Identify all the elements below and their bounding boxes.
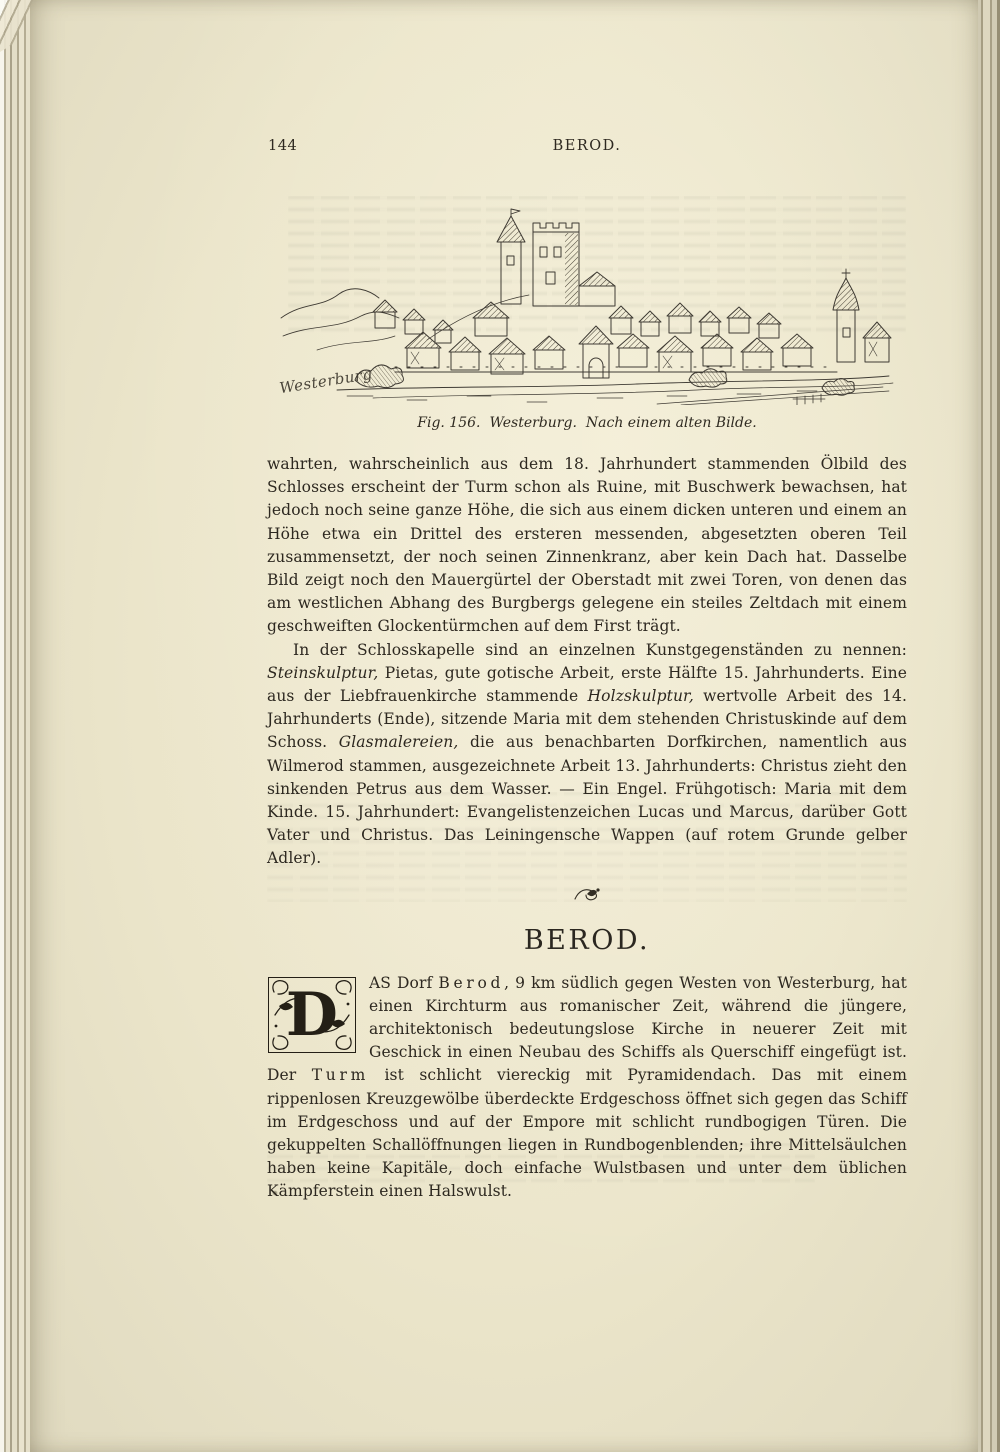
figure-caption-title: Westerburg. [489,415,577,431]
book-page [30,0,978,1452]
fleuron-icon [572,885,602,905]
drop-cap-initial [267,976,357,1054]
text-run: Pietas, gute gotische Arbeit, erste Hälfte 15. Jahrhunderts. Eine aus der Liebfrauenkirche stammende [267,663,907,706]
running-head [267,138,907,156]
spaced-word-berod: Berod [438,973,505,992]
text-run: In der Schlosskapelle sind an einzelnen Kunstgegenständen zu nennen: [293,640,907,659]
paragraph-oelbild: wahrten, wahrscheinlich aus dem 18. Jahrhundert stammenden Ölbild des Schlosses erscheint der Turm schon als Ruine, mit Buschwerk bewachsen, hat jedoch noch seine ganze Höhe, die sich aus einem dicken unteren und einem an Höhe etwa ein Drittel des ersteren messenden, abgesetzten oberen Teil zusammensetzt, der noch seinen Zinnenkranz, aber kein Dach hat. Dasselbe Bild zeigt noch den Mauergürtel der Oberstadt mit zwei Toren, von denen das am westlichen Abhang des Burgbergs gelegene ein steiles Zeltdach mit einem geschweiften Glockentürmchen auf dem First trägt. [267,455,907,636]
page-content [267,138,907,1204]
drop-cap-letter: D [285,979,339,1050]
page-stack-right-edge [978,0,1000,1452]
text-run: , 9 km südlich gegen Westen von Westerburg, hat einen Kirchturm aus romanischer Zeit, während die jüngere, architektonisch bedeutungslose Kirche in neuerer Zeit mit Geschick in einen Neubau des Schiffs als Querschiff eingefügt ist. Der [267,973,908,1085]
spaced-word-turm: Turm [311,1066,370,1085]
figure-caption-subtitle: Nach einem alten Bilde. [585,415,757,431]
emphasis-steinskulptur: Steinskulptur, [267,663,379,682]
text-run: wertvolle Arbeit des 14. Jahrhunderts (Ende), sitzende Maria mit dem stehenden Christuskinde auf dem Schoss. [267,687,907,752]
text-run: die aus benachbarten Dorfkirchen, namentlich aus Wilmerod stammen, ausgezeichnete Arbeit 13. Jahrhunderts: Christus zieht den sinkenden Petrus aus dem Wasser. — Ein Engel. Frühgotisch: Maria mit dem Kinde. 15. Jahrhundert: Evangelistenzeichen Lucas und Marcus, darüber Gott Vater und Christus. Das Leiningensche Wappen (auf rotem Grunde gelber Adler). [267,733,907,868]
paragraph-berod [267,972,907,1204]
text-run: AS Dorf [369,973,439,992]
text-run: ist schlicht viereckig mit Pyramidendach. Das mit einem rippenlosen Kreuzgewölbe überdeckte Erdgeschoss öffnet sich gegen das Schiff im Erdgeschoss und auf der Empore mit schlicht rundbogigen Türen. Die gekuppelten Schallöffnungen liegen in Rundbogenblenden; ihre Mittelsäulchen haben keine Kapitäle, doch einfache Wulstbasen und unter dem üblichen Kämpferstein einen Halswulst. [267,1066,907,1201]
artist-signature: Westerburg [278,364,374,398]
page-number: 144 [268,138,298,154]
figure-number: Fig. 156. [417,415,481,431]
section-ornament [572,885,602,905]
page-stack-left-edge [0,0,30,1452]
emphasis-holzskulptur: Holzskulptur, [587,687,694,706]
running-header-title: BEROD. [552,138,622,154]
figure-caption [277,415,897,431]
section-heading-berod: BEROD. [523,924,651,956]
paragraph-schlosskapelle [267,639,907,871]
emphasis-glasmalereien: Glasmalereien, [338,733,459,752]
figure-westerburg [277,190,897,431]
